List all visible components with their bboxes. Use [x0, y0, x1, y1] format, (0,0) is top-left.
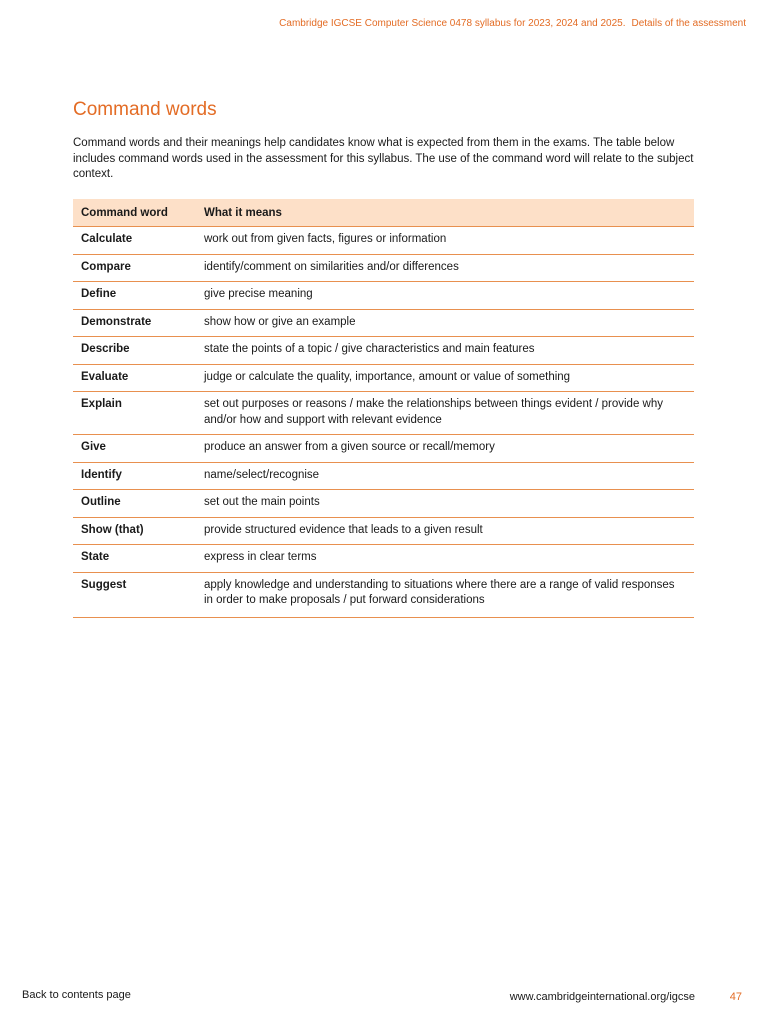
- command-meaning: set out the main points: [196, 490, 694, 518]
- command-words-table: [73, 199, 694, 618]
- back-to-contents-link[interactable]: Back to contents page: [22, 989, 131, 1001]
- command-meaning: produce an answer from a given source or recall/memory: [196, 435, 694, 463]
- command-meaning: work out from given facts, figures or information: [196, 227, 694, 255]
- column-header-command-word: Command word: [73, 199, 196, 227]
- command-word: Calculate: [73, 227, 196, 255]
- command-word: Evaluate: [73, 364, 196, 392]
- command-meaning: provide structured evidence that leads to a given result: [196, 517, 694, 545]
- command-meaning: show how or give an example: [196, 309, 694, 337]
- table-row: [73, 435, 694, 463]
- column-header-meaning: What it means: [196, 199, 694, 227]
- table-row: [73, 254, 694, 282]
- command-word: Give: [73, 435, 196, 463]
- table-row: [73, 392, 694, 435]
- table-row: [73, 545, 694, 573]
- command-meaning: state the points of a topic / give characteristics and main features: [196, 337, 694, 365]
- command-meaning: identify/comment on similarities and/or differences: [196, 254, 694, 282]
- table-row: [73, 309, 694, 337]
- table-header-row: [73, 199, 694, 227]
- command-word: Show (that): [73, 517, 196, 545]
- table-row: [73, 517, 694, 545]
- command-word: Compare: [73, 254, 196, 282]
- command-meaning: express in clear terms: [196, 545, 694, 573]
- page-number: 47: [729, 991, 742, 1003]
- command-word: Identify: [73, 462, 196, 490]
- command-word: Explain: [73, 392, 196, 435]
- intro-paragraph: Command words and their meanings help candidates know what is expected from them in the exams. The table below includes command words used in the assessment for this syllabus. The use of the command word will relate to the subject context.: [73, 137, 694, 180]
- command-word: State: [73, 545, 196, 573]
- table-row: [73, 282, 694, 310]
- running-header: [279, 18, 746, 29]
- command-word: Suggest: [73, 572, 196, 617]
- section-title: Command words: [73, 99, 217, 120]
- command-word: Demonstrate: [73, 309, 196, 337]
- table-row: [73, 337, 694, 365]
- command-meaning: give precise meaning: [196, 282, 694, 310]
- header-section[interactable]: Details of the assessment: [631, 18, 746, 29]
- table-row: [73, 364, 694, 392]
- command-word: Outline: [73, 490, 196, 518]
- command-word: Describe: [73, 337, 196, 365]
- command-meaning: set out purposes or reasons / make the relationships between things evident / provide why and/or how and support with relevant evidence: [196, 392, 694, 435]
- table-row: [73, 227, 694, 255]
- command-meaning: apply knowledge and understanding to situations where there are a range of valid responses in order to make proposals / put forward considerations: [196, 572, 694, 617]
- table-row: [73, 462, 694, 490]
- command-meaning: judge or calculate the quality, importance, amount or value of something: [196, 364, 694, 392]
- table-row: [73, 572, 694, 617]
- header-title: Cambridge IGCSE Computer Science 0478 syllabus for 2023, 2024 and 2025.: [279, 18, 626, 29]
- table-row: [73, 490, 694, 518]
- command-word: Define: [73, 282, 196, 310]
- command-meaning: name/select/recognise: [196, 462, 694, 490]
- website-link[interactable]: www.cambridgeinternational.org/igcse: [509, 991, 695, 1003]
